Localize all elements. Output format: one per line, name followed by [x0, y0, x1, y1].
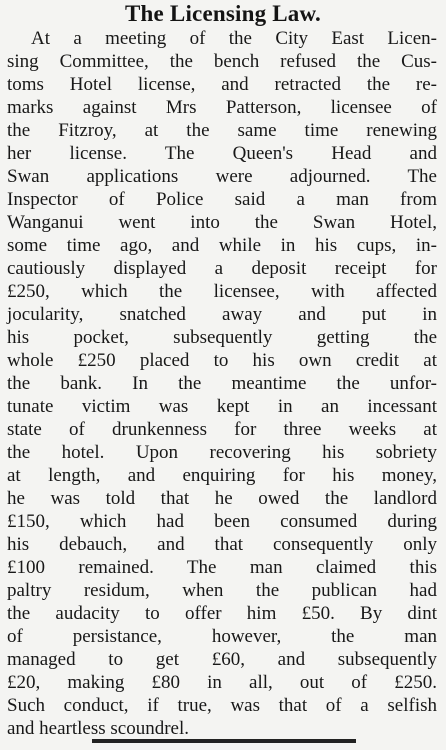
article-line: Wanganui went into the Swan Hotel, — [7, 212, 437, 233]
article-line: £150, which had been consumed during — [7, 511, 437, 532]
article-line: £250, which the licensee, with affected — [7, 281, 437, 302]
article-line: state of drunkenness for three weeks at — [7, 419, 437, 440]
article-line: sing Committee, the bench refused the Cus- — [7, 51, 437, 72]
article-line: the audacity to offer him £50. By dint — [7, 603, 437, 624]
article-line: £20, making £80 in all, out of £250. — [7, 672, 437, 693]
article-line: cautiously displayed a deposit receipt for — [7, 258, 437, 279]
article-line: the bank. In the meantime the unfor- — [7, 373, 437, 394]
article-line: toms Hotel license, and retracted the re- — [7, 74, 437, 95]
article-body — [7, 27, 437, 740]
article-line: her license. The Queen's Head and — [7, 143, 437, 164]
article-line: the hotel. Upon recovering his sobriety — [7, 442, 437, 463]
article-line: of persistance, however, the man — [7, 626, 437, 647]
article-line: the Fitzroy, at the same time renewing — [7, 120, 437, 141]
article-line: his pocket, subsequently getting the — [7, 327, 437, 348]
column-divider-rule — [92, 739, 356, 743]
article-line: Inspector of Police said a man from — [7, 189, 437, 210]
article-line: whole £250 placed to his own credit at — [7, 350, 437, 371]
article-line: tunate victim was kept in an incessant — [7, 396, 437, 417]
article-line: he was told that he owed the landlord — [7, 488, 437, 509]
article-line: some time ago, and while in his cups, in- — [7, 235, 437, 256]
article-line: paltry residum, when the publican had — [7, 580, 437, 601]
article-line: marks against Mrs Patterson, licensee of — [7, 97, 437, 118]
article-line: £100 remained. The man claimed this — [7, 557, 437, 578]
article-line: at length, and enquiring for his money, — [7, 465, 437, 486]
article-headline: The Licensing Law. — [125, 1, 321, 26]
article-line: managed to get £60, and subsequently — [7, 649, 437, 670]
article-line: Swan applications were adjourned. The — [7, 166, 437, 187]
article-line: his debauch, and that consequently only — [7, 534, 437, 555]
article-line: and heartless scoundrel. — [7, 718, 190, 739]
article-line: Such conduct, if true, was that of a selfish — [7, 695, 437, 716]
article-line: At a meeting of the City East Licen- — [31, 28, 437, 49]
article-line: jocularity, snatched away and put in — [7, 304, 437, 325]
